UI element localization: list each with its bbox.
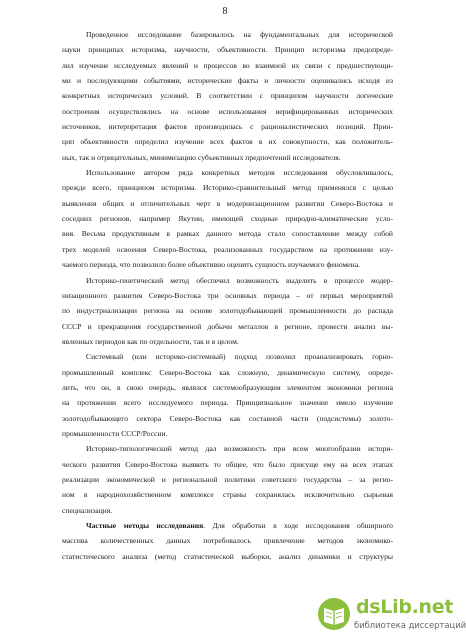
text-line: реализации экономической и региональной политики советского государства – за регио- (62, 474, 393, 484)
page-number: 8 (222, 6, 228, 17)
text-line: явленных периодов как по отдельности, так и в целом. (62, 336, 239, 346)
bold-run: Частные методы исследования (86, 521, 204, 530)
text-line: трех моделей освоения Северо-Востока, реализованных государством на протяжении изу- (62, 244, 393, 254)
text-line: науки принципах историзма, научности, объективности. Принцип историзма предопреде- (62, 45, 393, 55)
text-line: Системный (или историко-системный) подход позволил проанализировать горно- (86, 352, 393, 362)
text-line: лил изучение исследуемых явлений и процессов во взаимной их связи с предшествующи- (62, 60, 393, 70)
text-line: соседних регионов, например Якутии, имеющей сходные природно-климатические усло- (62, 214, 393, 224)
text-line: специализация. (62, 505, 113, 515)
text-line: выявления общих и отличительных черт в модернизационном развитии Северо-Востока и (62, 198, 393, 208)
text-line: Проведенное исследование базировалось на фундаментальных для исторической (86, 30, 393, 39)
text-line: ми и последующими событиями, исторические факты и личности оценивались исходя из (62, 76, 393, 86)
text-line: построения осуществлялись на основе использования верифицированных исторических (62, 106, 393, 116)
text-line: СССР и прекращения государственной добычи металлов в регионе, провести анализ вы- (62, 321, 393, 331)
text-line: по индустриализации региона на основе золотодобывающей промышленности до распада (62, 306, 393, 316)
book-logo-icon (316, 596, 352, 632)
text-line: ческого развития Северо-Востока выявить то общее, что было присуще ему на всех этапах (62, 459, 393, 469)
watermark (313, 594, 466, 637)
text-line: лить, что он, в свою очередь, являлся системообразующим элементом экономики региона (62, 382, 393, 392)
document-body (62, 27, 393, 564)
text-run: . Для обработки в ходе исследования обширного (203, 521, 393, 530)
text-line: ных, так и отрицательных, минимизацию субъективных предпочтений исследователя. (62, 152, 341, 162)
watermark-tagline: библиотека диссертаций (354, 620, 466, 630)
text-line: Историко-генетический метод обеспечил возможность выделить в процессе модер- (86, 275, 393, 285)
text-line: чаемого периода, что позволило более объективно оценить сущность изучаемого феномена. (62, 260, 360, 270)
text-line: низационного развития Северо-Востока три основных периода – от первых мероприятий (62, 290, 393, 300)
text-line: статистического анализа (метод статистической выборки, анализ динамики и структуры (62, 551, 393, 561)
text-line: промышленный комплекс Северо-Востока как сложную, динамическую систему, опреде- (62, 367, 393, 377)
text-line: цип объективности определил изучение всех фактов в их совокупности, как положитель- (62, 137, 393, 147)
text-line: конкретных исторических условий. В соответствии с принципом научности логические (62, 91, 393, 101)
text-line: Историко-типологический метод дал возможность при всем многообразии истори- (86, 444, 393, 454)
text-line: источников, интерпретация фактов производилась с рационалистических позиций. Прин- (62, 122, 393, 132)
text-line: ном в народнохозяйственном комплексе страны сохранялась исключительно сырьевая (62, 490, 393, 500)
watermark-brand: dsLib.net (356, 596, 454, 618)
text-line: массива количественных данных потребовалось привлечение методов экономико- (62, 536, 393, 546)
text-line (62, 518, 393, 533)
text-line: Использование автором ряда конкретных методов исследования обусловливалось, (86, 168, 393, 178)
text-line: вия. Весьма продуктивным в рамках данного метода стало сопоставление между собой (62, 229, 393, 239)
text-line: на протяжении всего исследуемого периода. Принципиальное значение имело изучение (62, 398, 393, 408)
text-line: промышленности СССР/России. (62, 428, 168, 438)
text-line: прежде всего, принципом историзма. Историко-сравнительный метод применялся с целью (62, 183, 393, 193)
text-line: золотодобывающего сектора Северо-Востока как составной части (подсистемы) золото- (62, 413, 393, 423)
